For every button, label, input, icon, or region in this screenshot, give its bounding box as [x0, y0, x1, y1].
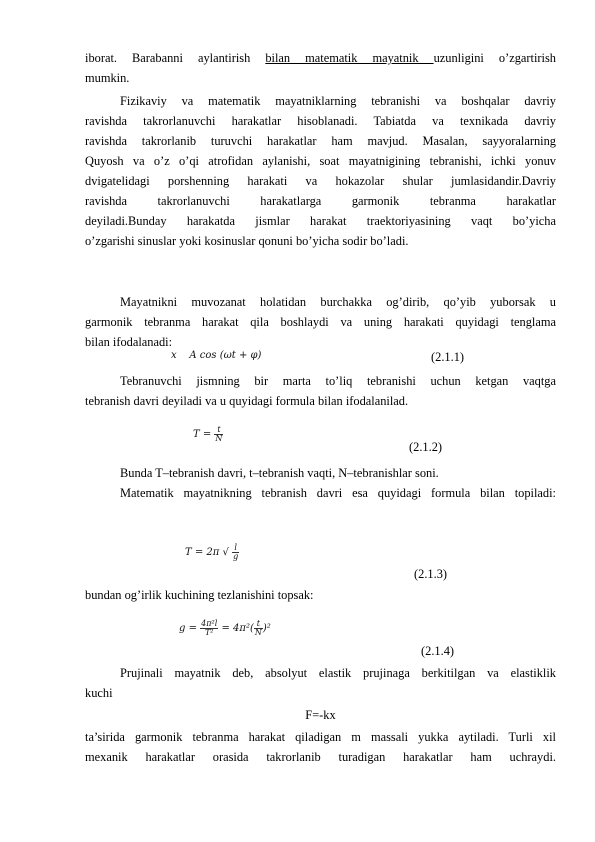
fraction: $\frac{t}{N}$: [215, 425, 223, 443]
equation-tail: )²: [262, 623, 271, 634]
fraction: $\frac{l}{g}$: [233, 543, 239, 561]
equation-number: (2.1.3): [414, 567, 448, 581]
text-line: ravishda takrorlanuvchi harakatlar hisoblanadi. Tabiatda va texnikada davriy: [85, 114, 556, 128]
equation-formula: [171, 348, 261, 364]
underlined-link[interactable]: bilan matematik mayatnik: [265, 51, 434, 65]
equation-lhs: x: [171, 350, 177, 361]
equation-number: (2.1.4): [421, 644, 455, 658]
text-line: Fizikaviy va matematik mayatniklarning tebranishi va boshqalar davriy: [120, 94, 556, 108]
text-line: Tebranuvchi jismning bir marta to’liq tebranishi uchun ketgan vaqtga: [120, 374, 556, 388]
equation-lhs: T = 2π: [185, 547, 220, 558]
text-line: Mayatnikni muvozanat holatidan burchakka og’dirib, qo’yib yuborsak u: [120, 295, 556, 309]
text-line: bilan ifodalanadi:: [85, 335, 173, 349]
paragraph-harmonic: [85, 292, 556, 352]
text-line: kuchi: [85, 686, 113, 700]
equation-formula: [185, 544, 239, 561]
text-line: bundan og’irlik kuchining tezlanishini topsak:: [85, 588, 314, 602]
text-line: Matematik mayatnikning tebranish davri esa quyidagi formula bilan topiladi:: [120, 486, 556, 500]
equation-2-1-1: [85, 348, 556, 370]
text-line: Bunda T–tebranish davri, t–tebranish vaqti, N–tebranishlar soni.: [120, 466, 439, 480]
paragraph-spring-definition: [85, 727, 556, 767]
equation-formula: [179, 620, 271, 637]
paragraph-spring: [85, 663, 556, 703]
sqrt-symbol: √: [222, 546, 229, 558]
text-line: [85, 48, 556, 68]
equation-formula: [193, 426, 223, 443]
equation-2-1-4: [85, 619, 556, 658]
text-line: ravishda takrorlanuvchi harakatlarga garmonik tebranma harakatlar: [85, 194, 556, 208]
text-line: o’zgarishi sinuslar yoki kosinuslar qonuni bo’yicha sodir bo’ladi.: [85, 234, 409, 248]
fraction: $\frac{\text{4π²l}}{\text{T²}}$: [201, 619, 218, 637]
paragraph-periodic-motion: [85, 91, 556, 251]
paragraph-gravity: [85, 585, 556, 605]
hooke-law-formula: F=-kx: [305, 708, 336, 722]
paragraph-definitions: [85, 463, 556, 503]
equation-number: (2.1.2): [409, 440, 443, 454]
text-span: uzunligini o’zgartirish: [433, 51, 556, 65]
text-line: Quyosh va o’z o’qi atrofidan aylanishi, soat mayatnigining tebranishi, ichki yonuv: [85, 154, 556, 168]
equation-lhs: T =: [193, 429, 212, 440]
text-line: mumkin.: [85, 71, 130, 85]
text-line: garmonik tebranma harakat qila boshlaydi va uning harakati quyidagi tenglama: [85, 315, 556, 329]
paragraph-intro: [85, 48, 556, 88]
text-line: ta’sirida garmonik tebranma harakat qiladigan m massali yukka aytiladi. Turli xil: [85, 730, 556, 744]
equation-mid: = 4π²(: [221, 623, 254, 634]
equation-2-1-2: [85, 425, 556, 454]
equation-lhs: g =: [179, 623, 197, 634]
fraction: $\frac{t}{N}$: [254, 619, 262, 637]
text-line: mexanik harakatlar orasida takrorlanib turadigan harakatlar ham uchraydi.: [85, 750, 556, 764]
text-line: Prujinali mayatnik deb, absolyut elastik prujinaga berkitilgan va elastiklik: [120, 666, 556, 680]
text-span: iborat. Barabanni aylantirish: [85, 51, 266, 65]
text-line: deyiladi.Bunday harakatda jismlar harakat traektoriyasining vaqt bo’yicha: [85, 214, 556, 228]
text-line: tebranish davri deyiladi va u quyidagi formula bilan ifodalanilad.: [85, 394, 409, 408]
text-line: dvigatelidagi porshenning harakati va hokazolar shular jumlasidandir.Davriy: [85, 174, 556, 188]
equation-2-1-3: [85, 543, 556, 581]
equation-number: (2.1.1): [431, 350, 465, 364]
paragraph-period: [85, 371, 556, 411]
equation-rhs: A cos (ωt + φ): [189, 350, 262, 361]
text-line: ravishda takrorlanib turuvchi harakatlar ham mavjud. Masalan, sayyoralarning: [85, 134, 556, 148]
